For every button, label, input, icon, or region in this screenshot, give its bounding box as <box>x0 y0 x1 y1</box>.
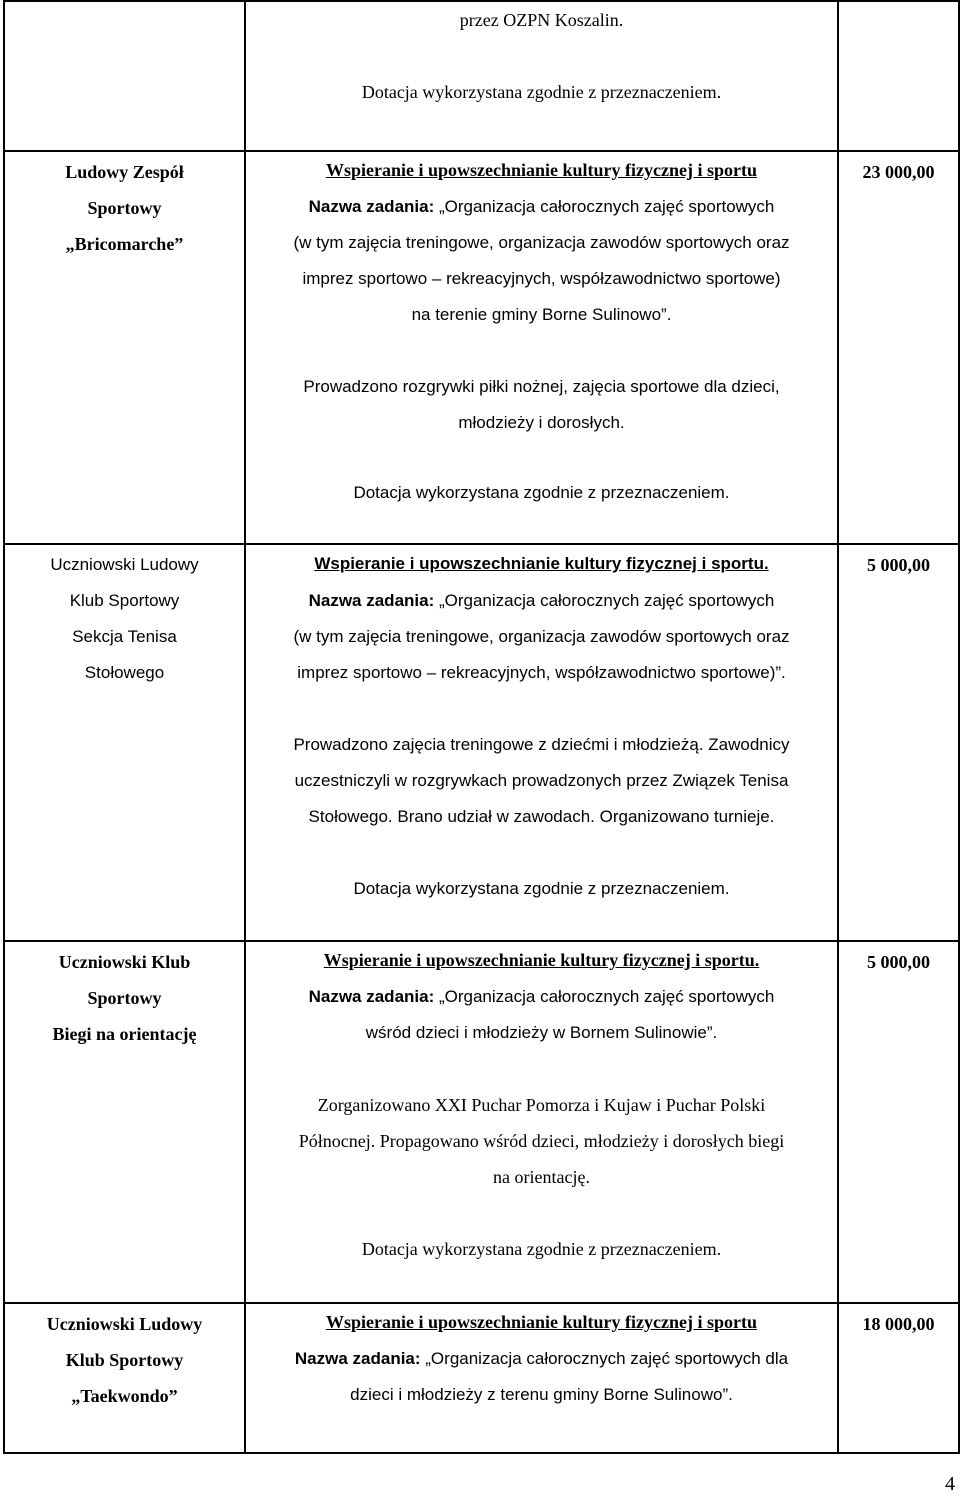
organization-name-line: Uczniowski Klub <box>58 952 191 972</box>
organization-cell <box>4 544 245 941</box>
organization-name-line: Sportowy <box>87 988 162 1008</box>
organization-cell <box>4 151 245 544</box>
organization-cell <box>4 1 245 151</box>
grant-amount: 18 000,00 <box>862 1314 935 1334</box>
usage-note: Dotacja wykorzystana zgodnie z przeznaczeniem. <box>361 1239 722 1259</box>
amount-cell <box>838 544 959 941</box>
page-number: 4 <box>945 1473 955 1495</box>
task-name-line: imprez sportowo – rekreacyjnych, współzawodnictwo sportowe) <box>302 269 781 288</box>
usage-note: Dotacja wykorzystana zgodnie z przeznaczeniem. <box>353 483 730 502</box>
organization-name-line: „Taekwondo” <box>71 1386 178 1406</box>
organization-cell <box>4 941 245 1303</box>
result-line: Stołowego. Brano udział w zawodach. Organizowano turnieje. <box>308 807 775 826</box>
organization-name-line: Biegi na orientację <box>52 1024 197 1044</box>
task-label: Nazwa zadania: <box>308 197 435 216</box>
task-name: „Organizacja całorocznych zajęć sportowych dla <box>420 1349 789 1368</box>
task-name-line: imprez sportowo – rekreacyjnych, współzawodnictwo sportowe)”. <box>297 663 786 682</box>
organization-name-line: Uczniowski Ludowy <box>46 1314 203 1334</box>
amount-cell <box>838 151 959 544</box>
table-row <box>4 1303 959 1453</box>
grants-table <box>3 0 960 1454</box>
organization-name-line: Ludowy Zespół <box>65 162 184 182</box>
task-name: „Organizacja całorocznych zajęć sportowych <box>434 197 775 216</box>
organization-cell <box>4 1303 245 1453</box>
table-row <box>4 151 959 544</box>
usage-note: Dotacja wykorzystana zgodnie z przeznaczeniem. <box>361 82 722 102</box>
result-line: Prowadzono zajęcia treningowe z dziećmi i młodzieżą. Zawodnicy <box>293 735 790 754</box>
organization-name-line: Klub Sportowy <box>65 1350 184 1370</box>
description-line: przez OZPN Koszalin. <box>459 10 624 30</box>
task-name-line: na terenie gminy Borne Sulinowo”. <box>411 305 672 324</box>
amount-cell <box>838 1 959 151</box>
amount-cell <box>838 1303 959 1453</box>
task-name-line: (w tym zajęcia treningowe, organizacja zawodów sportowych oraz <box>293 627 790 646</box>
grant-amount: 5 000,00 <box>867 952 930 972</box>
task-label: Nazwa zadania: <box>308 591 435 610</box>
description-cell <box>245 941 838 1303</box>
task-heading: Wspieranie i upowszechnianie kultury fizycznej i sportu. <box>323 950 760 970</box>
task-name: „Organizacja całorocznych zajęć sportowych <box>434 987 775 1006</box>
task-name-line: dzieci i młodzieży z terenu gminy Borne Sulinowo”. <box>350 1385 733 1404</box>
task-name: „Organizacja całorocznych zajęć sportowych <box>434 591 775 610</box>
table-row <box>4 1 959 151</box>
result-line: Północnej. Propagowano wśród dzieci, młodzieży i dorosłych biegi <box>298 1131 785 1151</box>
organization-name-line: Sportowy <box>87 198 162 218</box>
description-cell <box>245 1303 838 1453</box>
grant-amount: 23 000,00 <box>862 162 935 182</box>
table-row <box>4 544 959 941</box>
task-label: Nazwa zadania: <box>308 987 435 1006</box>
task-name-line: (w tym zajęcia treningowe, organizacja zawodów sportowych oraz <box>293 233 790 252</box>
usage-note: Dotacja wykorzystana zgodnie z przeznaczeniem. <box>353 879 730 898</box>
task-heading: Wspieranie i upowszechnianie kultury fizycznej i sportu. <box>314 554 769 573</box>
organization-name-line: Sekcja Tenisa <box>72 627 177 646</box>
task-heading: Wspieranie i upowszechnianie kultury fizycznej i sportu <box>326 160 757 180</box>
organization-name-line: „Bricomarche” <box>65 234 184 254</box>
result-line: Zorganizowano XXI Puchar Pomorza i Kujaw i Puchar Polski <box>317 1095 766 1115</box>
result-line: uczestniczyli w rozgrywkach prowadzonych przez Związek Tenisa <box>294 771 789 790</box>
amount-cell <box>838 941 959 1303</box>
result-line: na orientację. <box>493 1167 590 1187</box>
grant-amount: 5 000,00 <box>867 555 930 575</box>
task-name-line: wśród dzieci i młodzieży w Bornem Sulinowie”. <box>365 1023 718 1042</box>
description-cell <box>245 1 838 151</box>
organization-name-line: Klub Sportowy <box>69 591 180 610</box>
task-heading: Wspieranie i upowszechnianie kultury fizycznej i sportu <box>326 1312 757 1332</box>
organization-name-line: Stołowego <box>84 663 165 682</box>
description-cell <box>245 544 838 941</box>
table-row <box>4 941 959 1303</box>
task-label: Nazwa zadania: <box>294 1349 421 1368</box>
organization-name-line: Uczniowski Ludowy <box>50 555 199 574</box>
description-cell <box>245 151 838 544</box>
result-line: Prowadzono rozgrywki piłki nożnej, zajęcia sportowe dla dzieci, <box>303 377 780 396</box>
result-line: młodzieży i dorosłych. <box>458 413 625 432</box>
